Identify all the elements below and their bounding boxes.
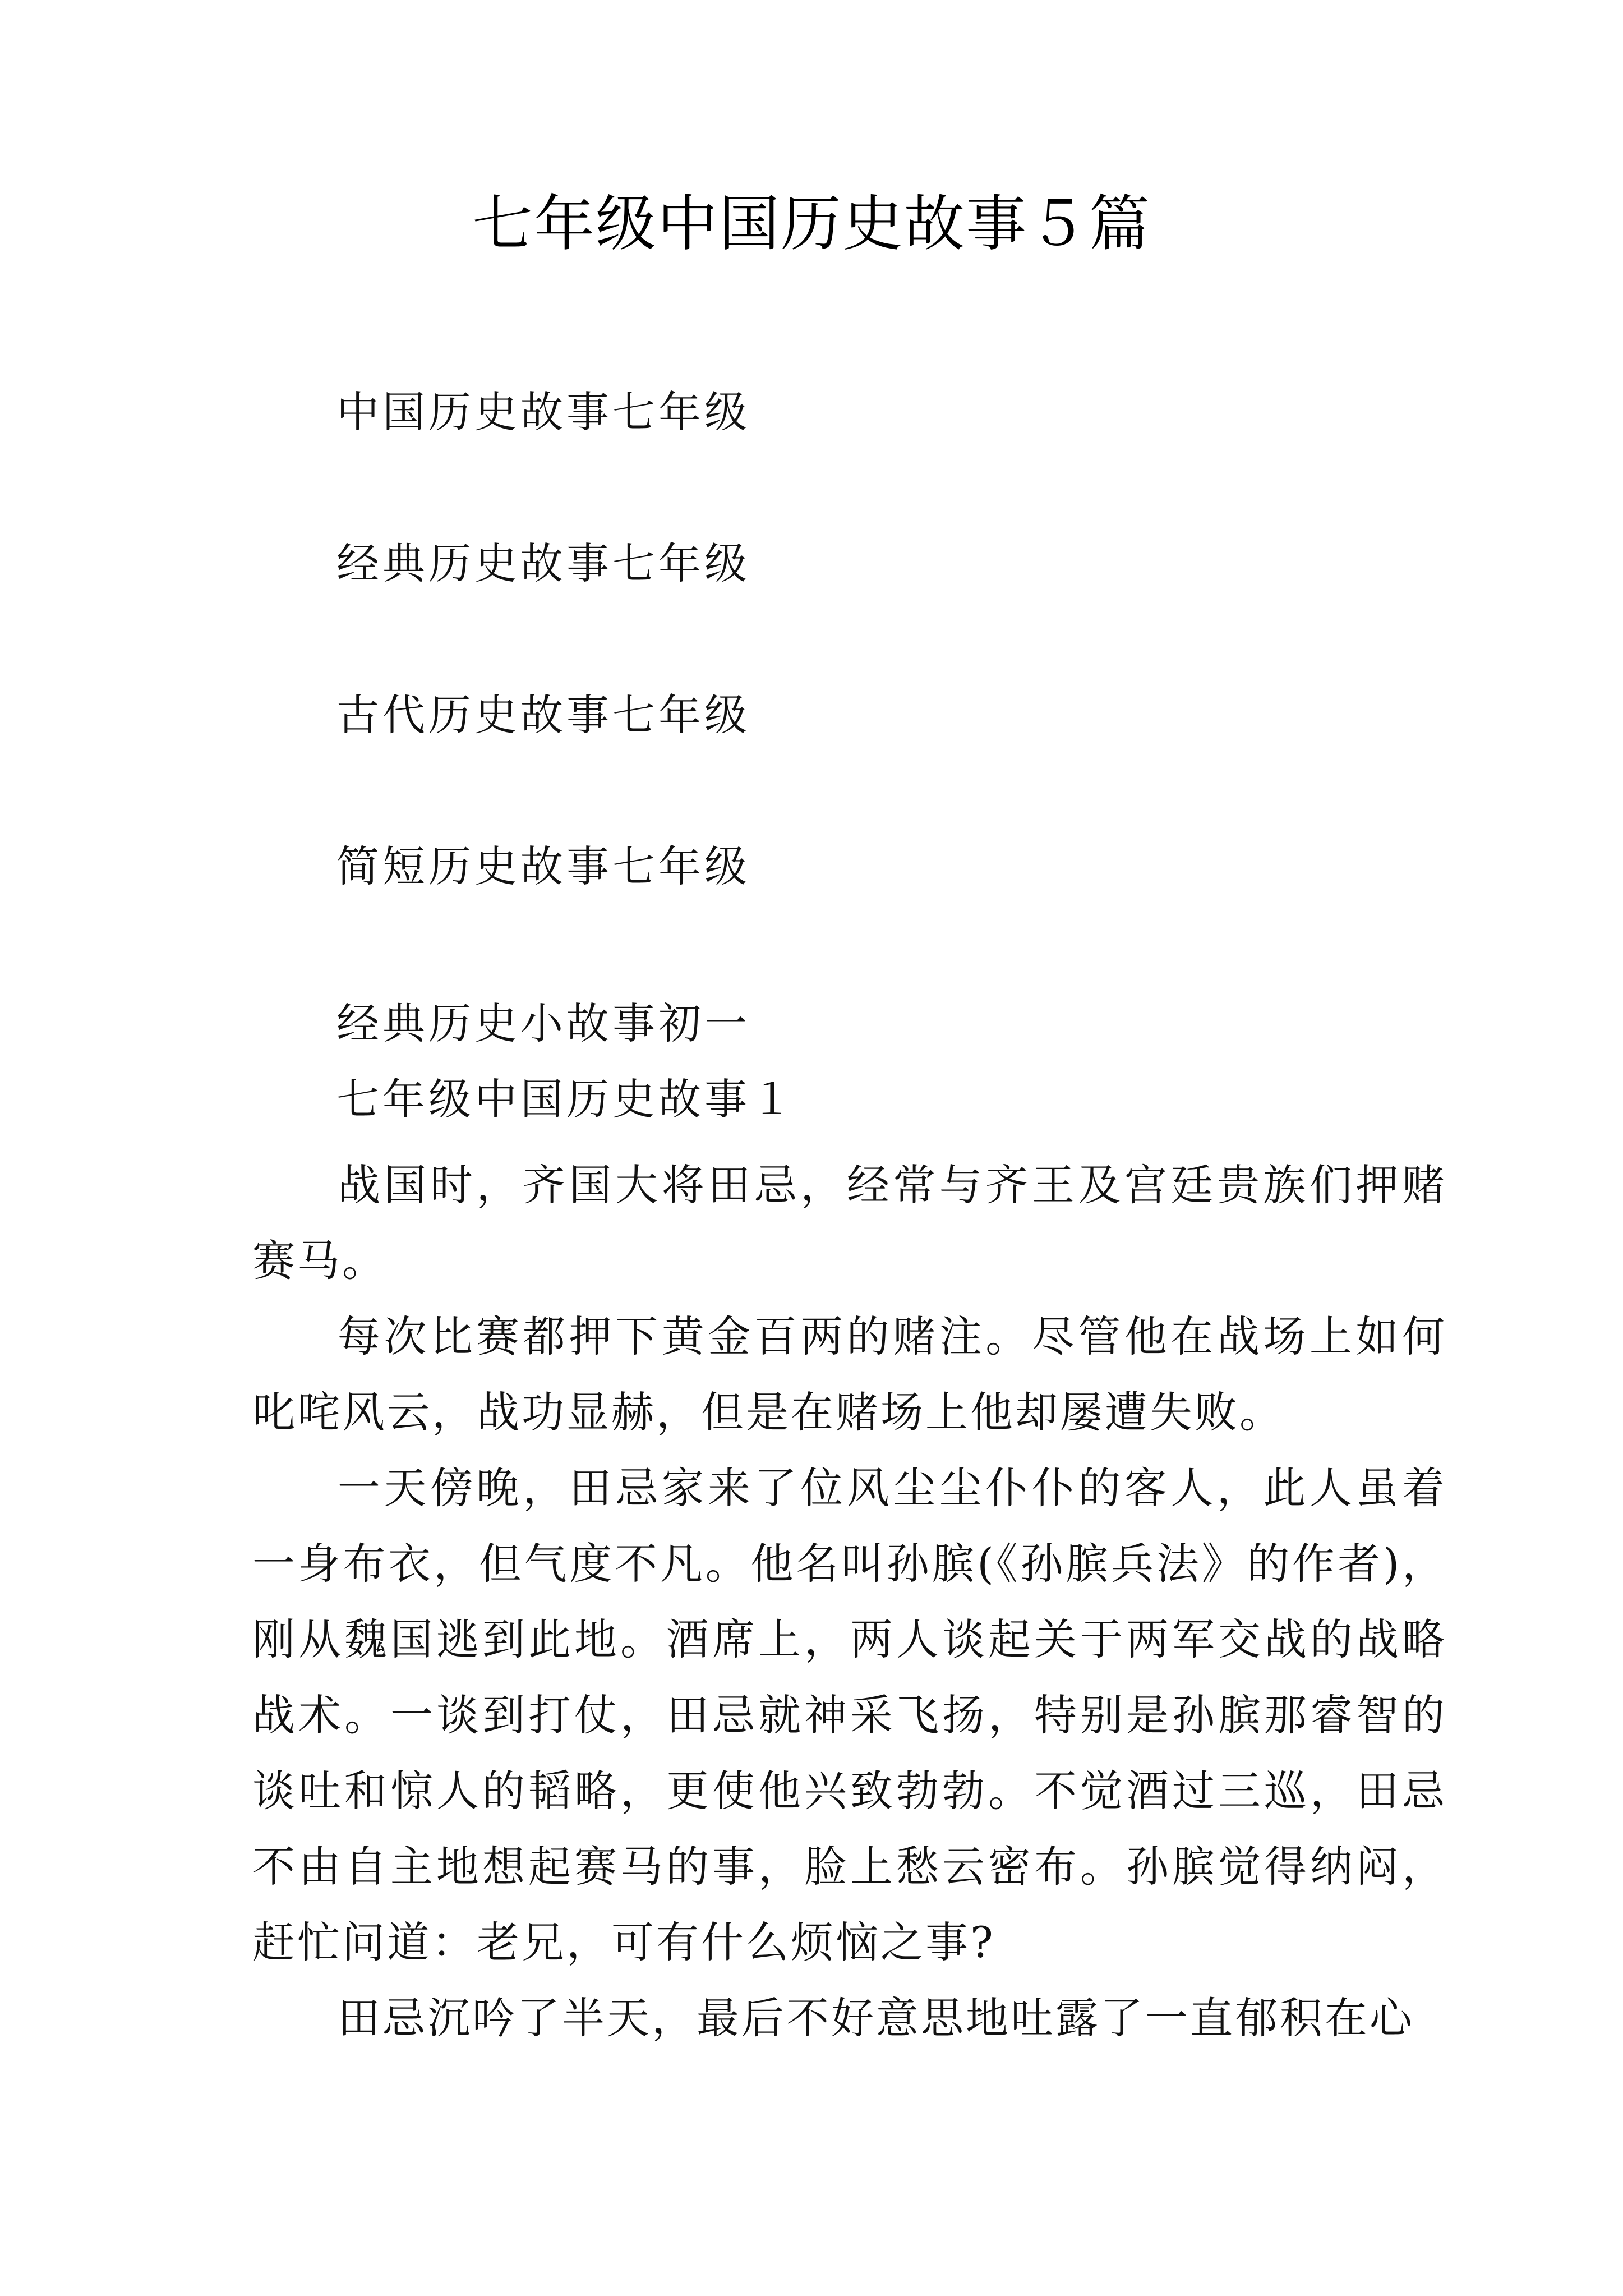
body-text (252, 1147, 1447, 2056)
section-heading: 七年级中国历史故事１ (336, 1074, 796, 1124)
keyword-line: 中国历史故事七年级 (336, 387, 750, 437)
keyword-line: 经典历史小故事初一 (336, 999, 750, 1048)
keyword-line: 简短历史故事七年级 (336, 841, 750, 891)
paragraph: 每次比赛都押下黄金百两的赌注。尽管他在战场上如何叱咤风云，战功显赫，但是在赌场上他却屡遭失败。 (252, 1312, 1447, 1437)
paragraph: 一天傍晚，田忌家来了位风尘尘仆仆的客人，此人虽着一身布衣，但气度不凡。他名叫孙膑(《孙膑兵法》的作者)，刚从魏国逃到此地。酒席上，两人谈起关于两军交战的战略战术。一谈到打仗，田忌就神采飞扬，特别是孙膑那睿智的谈吐和惊人的韬略，更使他兴致勃勃。不觉酒过三巡，田忌不由自主地想起赛马的事，脸上愁云密布。孙膑觉得纳闷，赶忙问道：老兄，可有什么烦恼之事? (252, 1463, 1447, 1967)
keyword-line: 古代历史故事七年级 (336, 690, 750, 740)
keyword-line: 经典历史故事七年级 (336, 539, 750, 588)
paragraph: 田忌沉吟了半天，最后不好意思地吐露了一直郁积在心 (338, 1993, 1414, 2043)
document-title: 七年级中国历史故事５篇 (472, 189, 1151, 259)
paragraph: 战国时，齐国大将田忌，经常与齐王及宫廷贵族们押赌赛马。 (252, 1160, 1447, 1286)
